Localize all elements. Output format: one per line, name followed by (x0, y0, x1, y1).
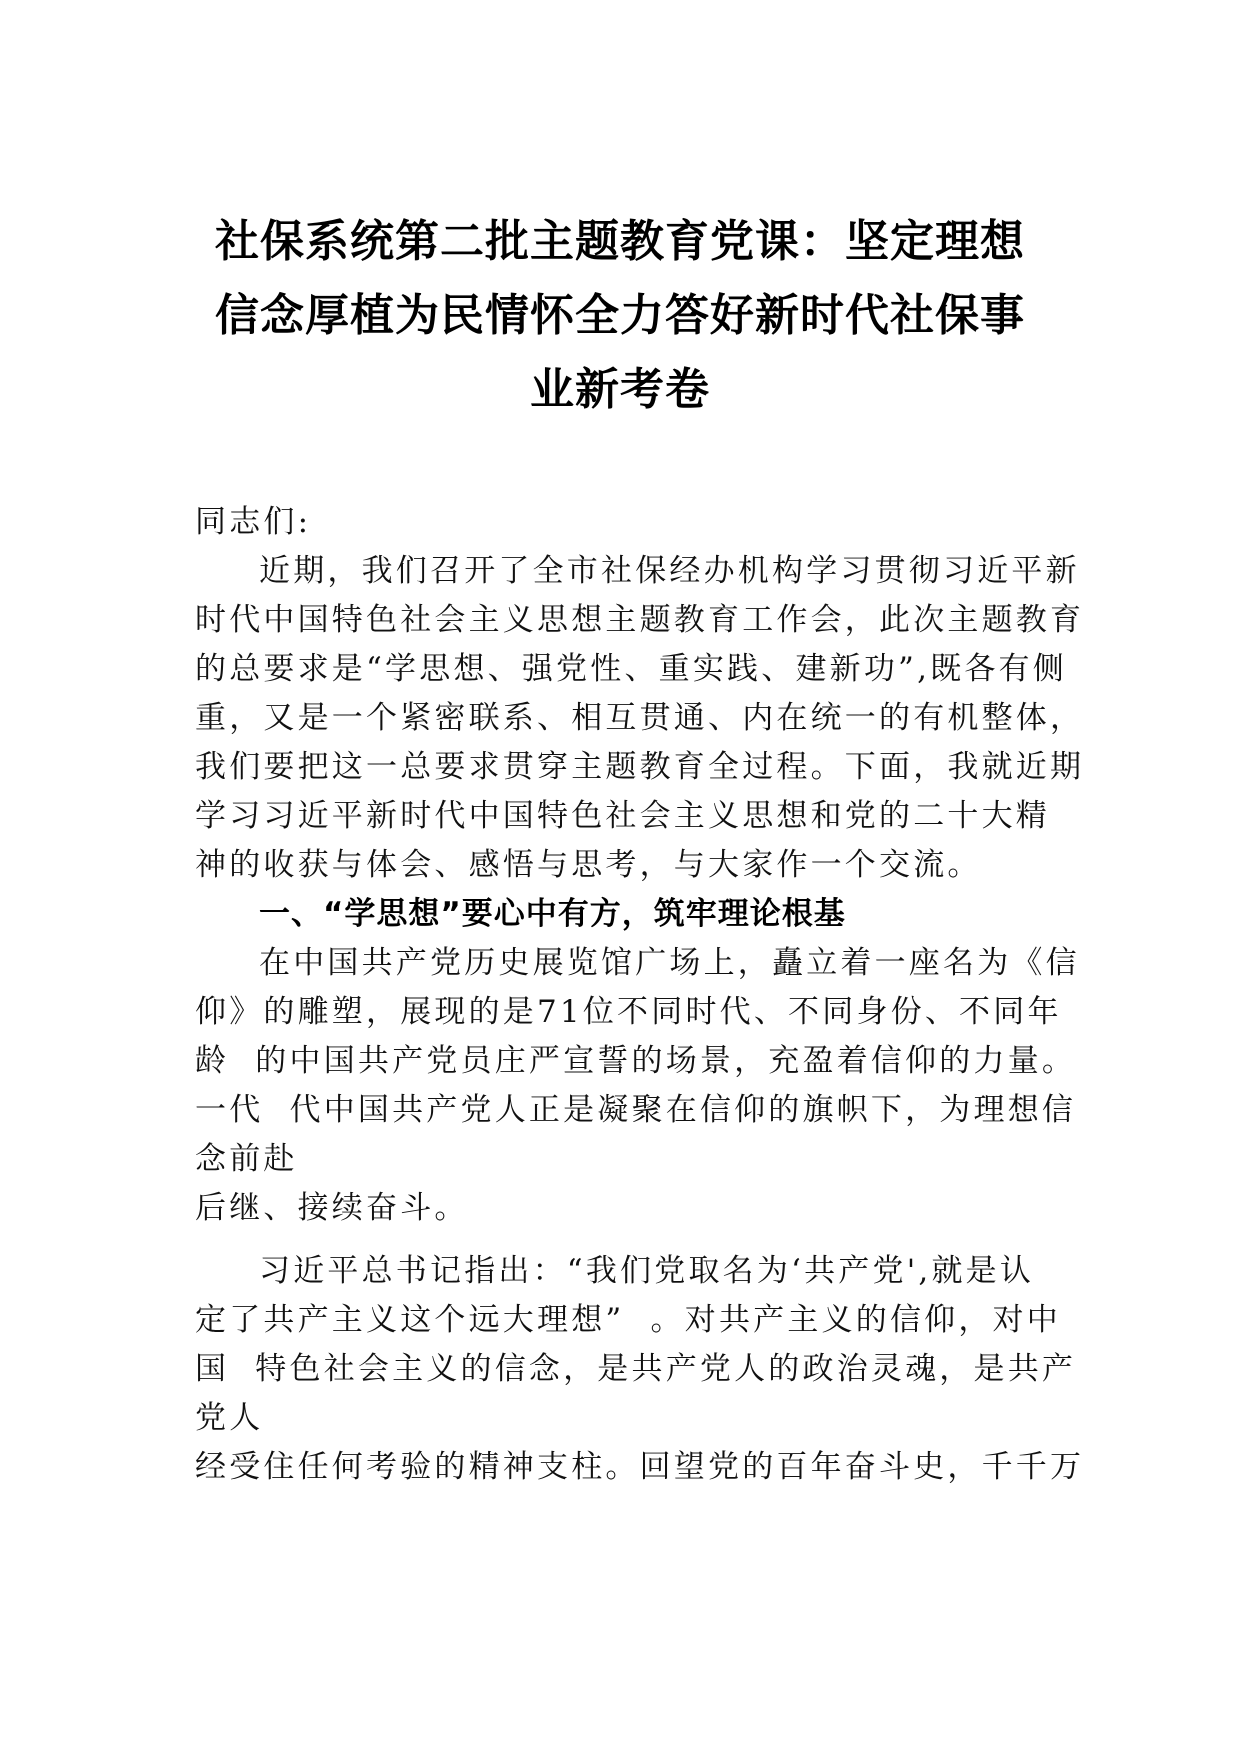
document-title (150, 205, 1090, 427)
salutation: 同志们: (195, 504, 312, 540)
text-line: 神的收获与体会、感悟与思考，与大家作一个交流。 (195, 847, 982, 883)
text-line: 习近平总书记指出：“我们党取名为‘共产党',就是认 (259, 1253, 1035, 1289)
text-line: 党人 (195, 1400, 264, 1436)
paragraph-quote (195, 1247, 1085, 1492)
text-line: 一代 代中国共产党人正是凝聚在信仰的旗帜下，为理想信 (195, 1092, 1077, 1128)
title-line: 信念厚植为民情怀全力答好新时代社保事 (215, 290, 1025, 341)
text-line: 后继、接续奋斗。 (195, 1190, 469, 1226)
section-heading: 一、“学思想”要心中有方，筑牢理论根基 (259, 896, 846, 932)
text-line: 经受住任何考验的精神支柱。回望党的百年奋斗史，千千万 (195, 1449, 1085, 1485)
text-line: 近期，我们召开了全市社保经办机构学习贯彻习近平新 (259, 553, 1080, 589)
paragraph-intro (195, 547, 1085, 890)
paragraph-gap (195, 1233, 1075, 1247)
paragraph-sculpture (195, 939, 1080, 1233)
text-line: 仰》的雕塑，展现的是71位不同时代、不同身份、不同年 (195, 994, 1062, 1030)
text-line: 国 特色社会主义的信念，是共产党人的政治灵魂，是共产 (195, 1351, 1077, 1387)
text-line: 念前赴 (195, 1141, 298, 1177)
text-line: 学习习近平新时代中国特色社会主义思想和党的二十大精 (195, 798, 1050, 834)
document-body (195, 498, 1085, 1492)
title-line: 社保系统第二批主题教育党课：坚定理想 (215, 216, 1025, 267)
text-line: 定了共产主义这个远大理想” 。对共产主义的信仰，对中 (195, 1302, 1061, 1338)
text-line: 我们要把这一总要求贯穿主题教育全过程。下面，我就近期 (195, 749, 1085, 785)
text-line: 重，又是一个紧密联系、相互贯通、内在统一的有机整体， (195, 700, 1085, 736)
title-line: 业新考卷 (530, 364, 710, 415)
text-line: 龄 的中国共产党员庄严宣誓的场景，充盈着信仰的力量。 (195, 1043, 1077, 1079)
text-line: 的总要求是“学思想、强党性、重实践、建新功”,既各有侧 (195, 651, 1067, 687)
text-line: 在中国共产党历史展览馆广场上，矗立着一座名为《信 (259, 945, 1080, 981)
text-line: 时代中国特色社会主义思想主题教育工作会，此次主题教育 (195, 602, 1085, 638)
